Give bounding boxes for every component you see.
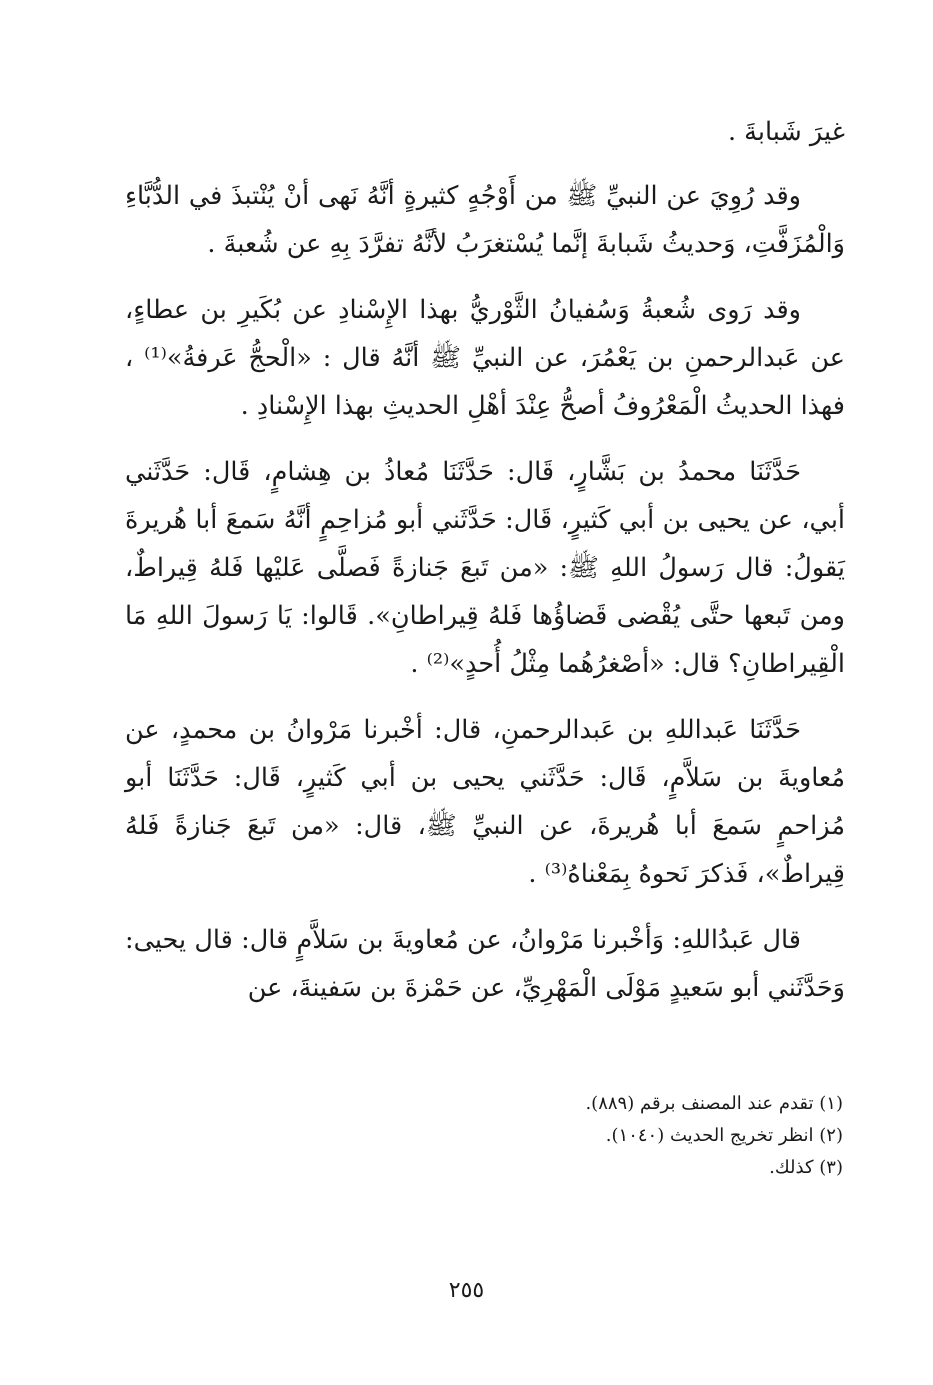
footnote: (٣) كذلك. xyxy=(769,1157,843,1178)
footnote: (٢) انظر تخريج الحديث (١٠٤٠). xyxy=(605,1125,843,1146)
paragraph-text: غيرَ شَبابةَ . xyxy=(727,117,845,147)
paragraph-text: حَدَّثَنَا محمدُ بن بَشَّارٍ، قَال: حَدَّثَنَا مُعاذُ بن هِشامٍ، قَال: حَدَّثَني أبي، عن يحيى بن أبي كَثيرٍ، قَال: حَدَّثَني أبو مُزاحِمٍ أنَّهُ سَمعَ أبا هُريرةَ يَقولُ: قال رَسولُ اللهِ ﷺ: «من تَبعَ جَنازةً فَصلَّى عَليْها فَلهُ قِيراطٌ، ومن تَبعها حتَّى يُقْضى قَضاؤُها فَلهُ قِيراطانِ». قَالوا: يَا رَسولَ اللهِ مَا الْقِيراطانِ؟ قال: «أصْغرُهُما مِثْلُ أُحدٍ»⁽²⁾ . xyxy=(125,457,845,679)
paragraph xyxy=(125,286,845,430)
paragraph-text: قال عَبدُاللهِ: وَأخْبرنا مَرْوانُ، عن مُعاويةَ بن سَلاَّمٍ قال: قال يحيى: وَحَدَّثَني أبو سَعيدٍ مَوْلَى الْمَهْرِيِّ، عن حَمْزةَ بن سَفينةَ، عن xyxy=(125,925,845,1003)
paragraph-text: وقد رَوى شُعبةُ وَسُفيانُ الثَّوْريُّ بهذا الإِسْنادِ عن بُكَيرِ بن عطاءٍ، عن عَبدالرحمنِ بن يَعْمُرَ، عن النبيِّ ﷺ أنَّهُ قال : «الْحجُّ عَرفةُ»⁽¹⁾ ، فهذا الحديثُ الْمَعْرُوفُ أصحُّ عِنْدَ أهْلِ الحديثِ بهذا الإِسْنادِ . xyxy=(125,295,845,421)
paragraph xyxy=(125,172,845,268)
paragraph xyxy=(125,916,845,1012)
page-number: ٢٥٥ xyxy=(448,1278,485,1303)
footnote: (١) تقدم عند المصنف برقم (٨٨٩). xyxy=(585,1093,843,1114)
footnotes xyxy=(123,1088,843,1184)
paragraph-text: وقد رُوِيَ عن النبيِّ ﷺ من أَوْجُهٍ كثيرةٍ أنَّهُ نَهى أنْ يُنْتبذَ في الدُّبَّاءِ وَالْمُزَفَّتِ، وَحديثُ شَبابةَ إنَّما يُسْتغرَبُ لأنَّهُ تفرَّدَ بِهِ عن شُعبةَ . xyxy=(125,181,845,259)
main-text xyxy=(125,108,845,1030)
paragraph-text: حَدَّثَنَا عَبداللهِ بن عَبدالرحمنِ، قال: أخْبرنا مَرْوانُ بن محمدٍ، عن مُعاويةَ بن سَلاَّمٍ، قَال: حَدَّثَني يحيى بن أبي كَثيرٍ، قَال: حَدَّثَنَا أبو مُزاحمٍ سَمعَ أبا هُريرةَ، عن النبيِّ ﷺ، قال: «من تَبعَ جَنازةً فَلهُ قِيراطٌ»، فَذكرَ نَحوهُ بِمَعْناهُ⁽³⁾ . xyxy=(125,715,845,889)
paragraph xyxy=(125,448,845,688)
paragraph xyxy=(125,706,845,898)
paragraph-continuation xyxy=(125,108,845,156)
